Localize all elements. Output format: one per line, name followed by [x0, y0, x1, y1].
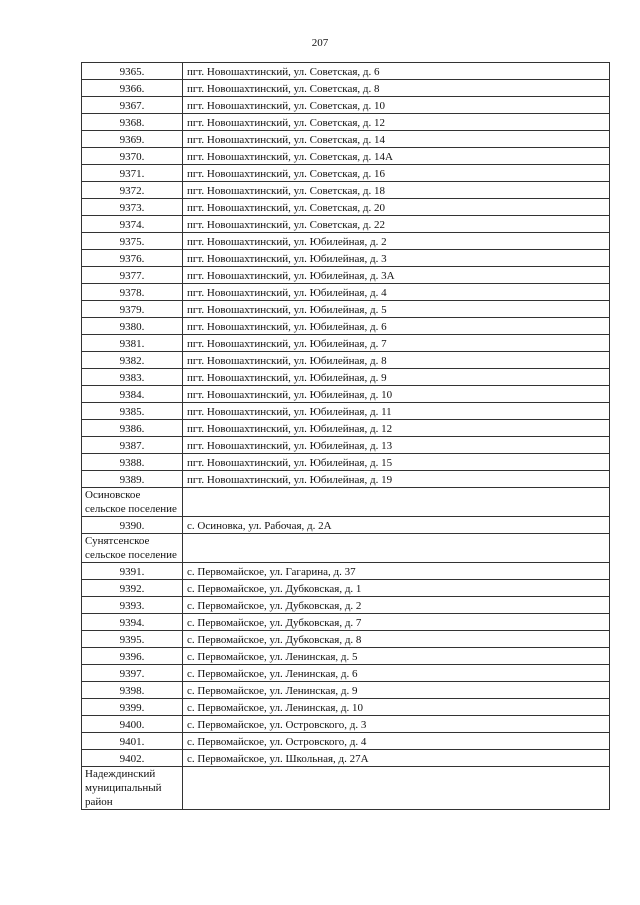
row-number: 9372.	[82, 182, 183, 199]
row-address: пгт. Новошахтинский, ул. Юбилейная, д. 3	[183, 250, 610, 267]
section-header-row	[82, 767, 610, 810]
row-address: пгт. Новошахтинский, ул. Советская, д. 16	[183, 165, 610, 182]
row-address: с. Первомайское, ул. Школьная, д. 27А	[183, 750, 610, 767]
row-address: пгт. Новошахтинский, ул. Юбилейная, д. 13	[183, 437, 610, 454]
row-number: 9398.	[82, 682, 183, 699]
row-number: 9390.	[82, 517, 183, 534]
row-number: 9396.	[82, 648, 183, 665]
row-number: 9399.	[82, 699, 183, 716]
row-address: пгт. Новошахтинский, ул. Советская, д. 10	[183, 97, 610, 114]
row-address: пгт. Новошахтинский, ул. Юбилейная, д. 8	[183, 352, 610, 369]
row-address: пгт. Новошахтинский, ул. Юбилейная, д. 3А	[183, 267, 610, 284]
table-row	[82, 233, 610, 250]
row-number: 9388.	[82, 454, 183, 471]
table-row	[82, 369, 610, 386]
row-number: 9381.	[82, 335, 183, 352]
table-row	[82, 631, 610, 648]
row-number: 9365.	[82, 63, 183, 80]
table-row	[82, 182, 610, 199]
table-row	[82, 614, 610, 631]
row-number: 9391.	[82, 563, 183, 580]
row-address: пгт. Новошахтинский, ул. Советская, д. 22	[183, 216, 610, 233]
row-number: 9384.	[82, 386, 183, 403]
page-number: 207	[311, 37, 329, 49]
table-row	[82, 301, 610, 318]
table-row	[82, 148, 610, 165]
table-row	[82, 335, 610, 352]
table-row	[82, 437, 610, 454]
table-row	[82, 352, 610, 369]
row-address: пгт. Новошахтинский, ул. Советская, д. 14	[183, 131, 610, 148]
row-address: пгт. Новошахтинский, ул. Юбилейная, д. 6	[183, 318, 610, 335]
row-address: с. Первомайское, ул. Дубковская, д. 8	[183, 631, 610, 648]
section-name: Сунятсенское сельское поселение	[82, 534, 183, 563]
table-row	[82, 733, 610, 750]
table-row	[82, 318, 610, 335]
row-number: 9389.	[82, 471, 183, 488]
table-row	[82, 471, 610, 488]
row-number: 9402.	[82, 750, 183, 767]
row-address: пгт. Новошахтинский, ул. Юбилейная, д. 5	[183, 301, 610, 318]
row-address: пгт. Новошахтинский, ул. Советская, д. 20	[183, 199, 610, 216]
row-number: 9377.	[82, 267, 183, 284]
table-row	[82, 386, 610, 403]
table-row	[82, 454, 610, 471]
table-body	[82, 63, 610, 810]
row-address: с. Первомайское, ул. Дубковская, д. 1	[183, 580, 610, 597]
row-address: с. Первомайское, ул. Ленинская, д. 6	[183, 665, 610, 682]
table-row	[82, 665, 610, 682]
row-address: пгт. Новошахтинский, ул. Юбилейная, д. 2	[183, 233, 610, 250]
row-number: 9386.	[82, 420, 183, 437]
row-address: пгт. Новошахтинский, ул. Юбилейная, д. 4	[183, 284, 610, 301]
table-row	[82, 648, 610, 665]
table-row	[82, 97, 610, 114]
table-row	[82, 716, 610, 733]
row-address: с. Осиновка, ул. Рабочая, д. 2А	[183, 517, 610, 534]
row-address: пгт. Новошахтинский, ул. Советская, д. 18	[183, 182, 610, 199]
row-address: пгт. Новошахтинский, ул. Юбилейная, д. 19	[183, 471, 610, 488]
row-number: 9393.	[82, 597, 183, 614]
row-number: 9400.	[82, 716, 183, 733]
table-row	[82, 580, 610, 597]
section-empty-cell	[183, 488, 610, 517]
row-address: пгт. Новошахтинский, ул. Юбилейная, д. 12	[183, 420, 610, 437]
row-address: с. Первомайское, ул. Ленинская, д. 10	[183, 699, 610, 716]
table-row	[82, 682, 610, 699]
row-address: пгт. Новошахтинский, ул. Юбилейная, д. 7	[183, 335, 610, 352]
row-number: 9383.	[82, 369, 183, 386]
row-number: 9374.	[82, 216, 183, 233]
row-address: с. Первомайское, ул. Ленинская, д. 5	[183, 648, 610, 665]
row-number: 9367.	[82, 97, 183, 114]
row-number: 9385.	[82, 403, 183, 420]
row-number: 9375.	[82, 233, 183, 250]
row-number: 9369.	[82, 131, 183, 148]
table-row	[82, 216, 610, 233]
row-address: пгт. Новошахтинский, ул. Советская, д. 14А	[183, 148, 610, 165]
table-row	[82, 420, 610, 437]
table-row	[82, 63, 610, 80]
row-number: 9394.	[82, 614, 183, 631]
row-address: с. Первомайское, ул. Дубковская, д. 2	[183, 597, 610, 614]
row-number: 9370.	[82, 148, 183, 165]
address-registry-table	[81, 62, 610, 810]
row-number: 9379.	[82, 301, 183, 318]
row-address: с. Первомайское, ул. Островского, д. 4	[183, 733, 610, 750]
table-row	[82, 403, 610, 420]
row-number: 9401.	[82, 733, 183, 750]
table-row	[82, 750, 610, 767]
row-address: пгт. Новошахтинский, ул. Советская, д. 6	[183, 63, 610, 80]
table-row	[82, 597, 610, 614]
row-number: 9397.	[82, 665, 183, 682]
row-number: 9371.	[82, 165, 183, 182]
table-row	[82, 267, 610, 284]
table-row	[82, 563, 610, 580]
row-number: 9368.	[82, 114, 183, 131]
row-address: с. Первомайское, ул. Ленинская, д. 9	[183, 682, 610, 699]
row-number: 9387.	[82, 437, 183, 454]
section-header-row	[82, 534, 610, 563]
row-number: 9373.	[82, 199, 183, 216]
table-row	[82, 80, 610, 97]
row-number: 9378.	[82, 284, 183, 301]
table-row	[82, 250, 610, 267]
row-address: пгт. Новошахтинский, ул. Юбилейная, д. 15	[183, 454, 610, 471]
row-address: пгт. Новошахтинский, ул. Советская, д. 12	[183, 114, 610, 131]
row-address: пгт. Новошахтинский, ул. Советская, д. 8	[183, 80, 610, 97]
table-row	[82, 165, 610, 182]
table-row	[82, 284, 610, 301]
row-number: 9380.	[82, 318, 183, 335]
row-address: с. Первомайское, ул. Дубковская, д. 7	[183, 614, 610, 631]
section-empty-cell	[183, 534, 610, 563]
row-address: с. Первомайское, ул. Гагарина, д. 37	[183, 563, 610, 580]
section-empty-cell	[183, 767, 610, 810]
row-address: пгт. Новошахтинский, ул. Юбилейная, д. 10	[183, 386, 610, 403]
row-address: пгт. Новошахтинский, ул. Юбилейная, д. 11	[183, 403, 610, 420]
section-name: Надеждинский муниципальный район	[82, 767, 183, 810]
section-header-row	[82, 488, 610, 517]
row-number: 9395.	[82, 631, 183, 648]
section-name: Осиновское сельское поселение	[82, 488, 183, 517]
row-number: 9392.	[82, 580, 183, 597]
table-row	[82, 517, 610, 534]
table-row	[82, 131, 610, 148]
row-address: с. Первомайское, ул. Островского, д. 3	[183, 716, 610, 733]
table-row	[82, 699, 610, 716]
row-number: 9366.	[82, 80, 183, 97]
table-row	[82, 199, 610, 216]
row-number: 9382.	[82, 352, 183, 369]
row-address: пгт. Новошахтинский, ул. Юбилейная, д. 9	[183, 369, 610, 386]
row-number: 9376.	[82, 250, 183, 267]
table-row	[82, 114, 610, 131]
